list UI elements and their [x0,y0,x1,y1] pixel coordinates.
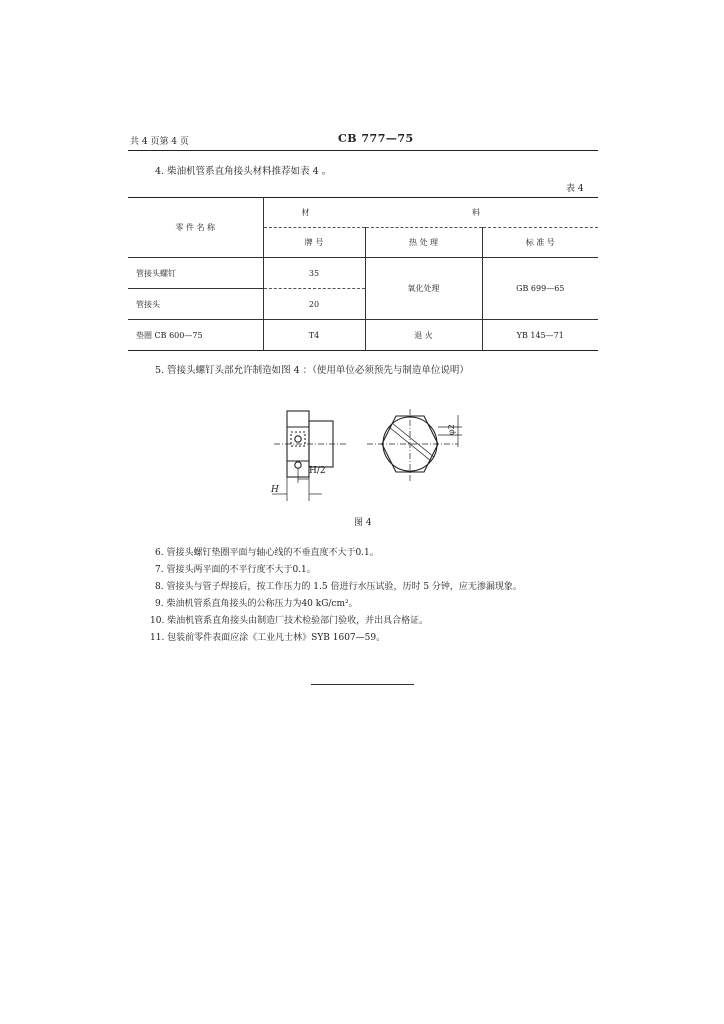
figure-caption: 图 4 [354,518,372,528]
row-name: 垫圈 CB 600—75 [128,320,263,351]
item-5-text: 5. 管接头螺钉头部允许制造如图 4 ：（使用单位必须预先与制造单位说明） [155,365,469,376]
label-h-half: H/2 [309,466,326,476]
header-material: 材 料 [263,198,598,228]
note-7: 7. 管接头两平面的不平行度不大于0.1。 [155,565,316,575]
note-9: 9. 柴油机管系直角接头的公称压力为40 kG/cm²。 [155,599,358,609]
table-row [128,258,598,289]
header-rule [128,150,598,151]
label-h: H [271,485,279,495]
side-view [272,411,346,501]
page-info: 共 4 页第 4 页 [130,137,189,147]
merged-heat-treatment: 氧化处理 [365,258,482,320]
header-grade: 牌 号 [263,228,365,258]
row-name: 管接头 [128,289,263,320]
row-grade: T4 [263,320,365,351]
header-part-name: 零 件 名 称 [128,198,263,258]
note-10: 10. 柴油机管系直角接头由制造厂技术检验部门验收，并出具合格证。 [150,616,429,626]
merged-standard: GB 699—65 [482,258,598,320]
item-4-text: 4. 柴油机管系直角接头材料推荐如表 4 。 [155,166,332,177]
header-heat-treatment: 热 处 理 [365,228,482,258]
label-phi2: φ2 [447,424,456,435]
note-6: 6. 管接头螺钉垫圈平面与轴心线的不垂直度不大于0.1。 [155,548,379,558]
row-heat-treatment: 退 火 [365,320,482,351]
header-standard: 标 准 号 [525,238,555,247]
row-standard: YB 145—71 [516,330,564,340]
end-view [367,409,462,481]
standard-code: CB 777—75 [338,132,414,145]
note-8: 8. 管接头与管子焊接后，按工作压力的 1.5 倍进行水压试验，历时 5 分钟，应无渗漏现象。 [155,582,522,592]
table-row [128,320,598,351]
note-11: 11. 包装前零件表面应涂《工业凡士林》SYB 1607—59。 [150,633,386,643]
row-grade: 20 [263,289,365,320]
row-grade: 35 [263,258,365,289]
materials-table [128,197,598,351]
row-name: 管接头螺钉 [128,258,263,289]
figure-4-drawing [262,405,472,507]
end-rule [311,684,414,685]
table-label: 表 4 [566,184,584,194]
